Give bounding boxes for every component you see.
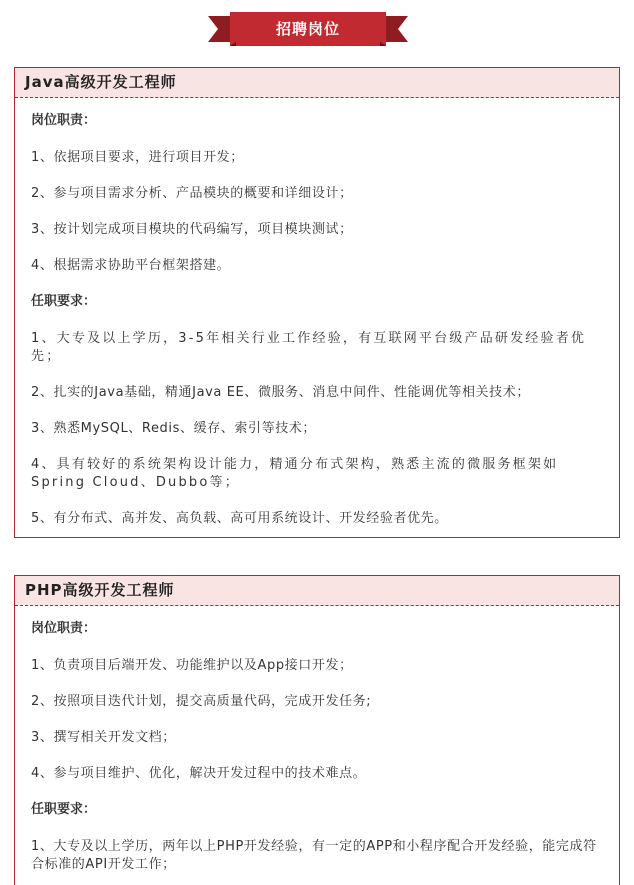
requirement-item: 1、大专及以上学历，3-5年相关行业工作经验，有互联网平台级产品研发经验者优先； [31, 331, 587, 364]
requirements-heading: 任职要求： [31, 802, 97, 817]
requirement-item: 5、有分布式、高并发、高负载、高可用系统设计、开发经验者优先。 [31, 511, 448, 526]
requirement-item: 1、大专及以上学历，两年以上PHP开发经验，有一定的APP和小程序配合开发经验，能完成符合标准的API开发工作； [31, 839, 597, 872]
duty-item: 1、负责项目后端开发、功能维护以及App接口开发； [31, 658, 353, 673]
job-title: PHP高级开发工程师 [15, 576, 619, 606]
duties-heading: 岗位职责： [31, 621, 97, 636]
requirement-item: 4、具有较好的系统架构设计能力，精通分布式架构，熟悉主流的微服务框架如Spring Cloud、Dubbo等； [31, 457, 559, 490]
job-card-php [14, 575, 620, 885]
duty-item: 2、参与项目需求分析、产品模块的概要和详细设计； [31, 186, 353, 201]
requirement-item: 2、扎实的Java基础，精通Java EE、微服务、消息中间件、性能调优等相关技术； [31, 385, 530, 400]
duty-item: 4、根据需求协助平台框架搭建。 [31, 258, 231, 273]
requirement-item: 3、熟悉MySQL、Redis、缓存、索引等技术； [31, 421, 316, 436]
job-title: Java高级开发工程师 [15, 68, 619, 98]
job-details [15, 98, 619, 528]
section-banner [208, 10, 408, 48]
job-card-java [14, 67, 620, 538]
duty-item: 3、按计划完成项目模块的代码编写，项目模块测试； [31, 222, 353, 237]
job-details [15, 606, 619, 874]
duty-item: 4、参与项目维护、优化，解决开发过程中的技术难点。 [31, 766, 367, 781]
duty-item: 1、依据项目要求，进行项目开发； [31, 150, 244, 165]
banner-title: 招聘岗位 [275, 20, 340, 38]
duty-item: 2、按照项目迭代计划，提交高质量代码，完成开发任务; [31, 694, 372, 709]
duty-item: 3、撰写相关开发文档； [31, 730, 176, 745]
duties-heading: 岗位职责： [31, 113, 97, 128]
requirements-heading: 任职要求： [31, 294, 97, 309]
